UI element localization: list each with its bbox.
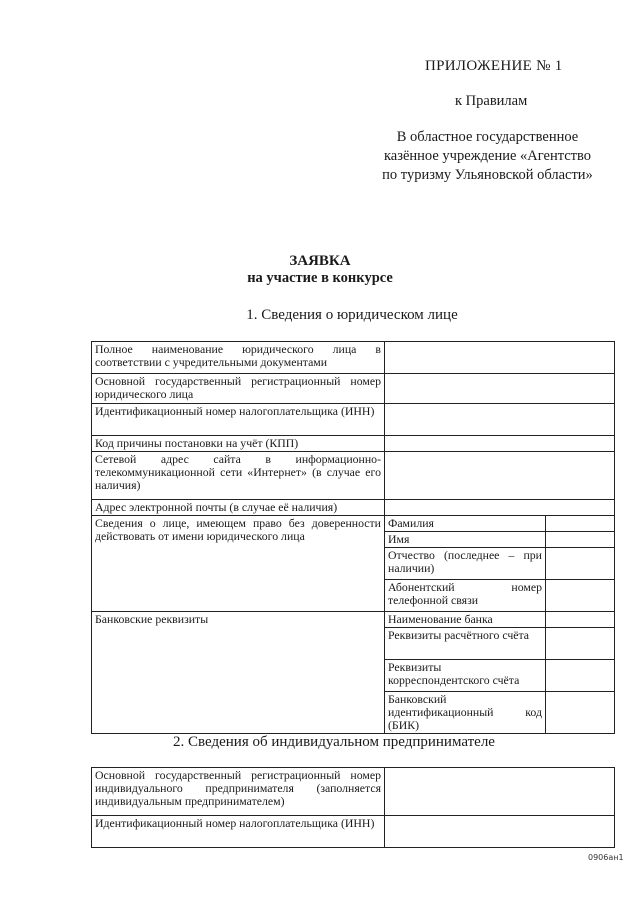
table-row — [92, 436, 615, 452]
document-title: ЗАЯВКА — [289, 253, 351, 269]
rules-reference: к Правилам — [455, 93, 528, 109]
label-rep-phone: Абонентский номер телефонной связи — [385, 580, 546, 612]
table-row — [92, 342, 615, 374]
table-row — [92, 374, 615, 404]
table-row — [92, 516, 615, 532]
input-bank-name[interactable] — [546, 612, 615, 628]
label-ip-inn: Идентификационный номер налогоплательщика (ИНН) — [92, 816, 385, 848]
table-row — [92, 404, 615, 436]
label-corr-account: Реквизиты корреспондентского счёта — [385, 660, 546, 692]
label-kpp: Код причины постановки на учёт (КПП) — [92, 436, 385, 452]
section1-heading: 1. Сведения о юридическом лице — [246, 307, 458, 323]
label-bank-name: Наименование банка — [385, 612, 546, 628]
input-website[interactable] — [385, 452, 615, 500]
label-ogrn: Основной государственный регистрационный номер юридического лица — [92, 374, 385, 404]
input-email[interactable] — [385, 500, 615, 516]
label-settlement-account: Реквизиты расчётного счёта — [385, 628, 546, 660]
label-full-name: Полное наименование юридического лица в соответствии с учредительными документами — [92, 342, 385, 374]
section2-heading: 2. Сведения об индивидуальном предпринимателе — [173, 734, 495, 750]
table-row — [92, 500, 615, 516]
input-rep-phone[interactable] — [546, 580, 615, 612]
input-corr-account[interactable] — [546, 660, 615, 692]
label-email: Адрес электронной почты (в случае её наличия) — [92, 500, 385, 516]
document-subtitle: на участие в конкурсе — [247, 270, 393, 286]
addressee-block — [360, 128, 615, 185]
label-website: Сетевой адрес сайта в информационно-телекоммуникационной сети «Интернет» (в случае его наличия) — [92, 452, 385, 500]
input-inn[interactable] — [385, 404, 615, 436]
input-ogrn[interactable] — [385, 374, 615, 404]
label-rep-name: Имя — [385, 532, 546, 548]
table-row — [92, 612, 615, 628]
table-row — [92, 768, 615, 816]
input-full-name[interactable] — [385, 342, 615, 374]
addressee-line: казённое учреждение «Агентство — [383, 148, 592, 164]
addressee-line: В областное государственное — [396, 129, 579, 145]
table-row — [92, 816, 615, 848]
input-rep-surname[interactable] — [546, 516, 615, 532]
label-bank-details: Банковские реквизиты — [92, 612, 385, 734]
entrepreneur-table — [91, 767, 615, 848]
input-settlement-account[interactable] — [546, 628, 615, 660]
document-code: 0906ан1 — [588, 853, 624, 862]
label-representative: Сведения о лице, имеющем право без доверенности действовать от имени юридического лица — [92, 516, 385, 612]
input-rep-name[interactable] — [546, 532, 615, 548]
input-kpp[interactable] — [385, 436, 615, 452]
label-ogrnip: Основной государственный регистрационный номер индивидуального предпринимателя (заполняется индивидуальным предпринимателем) — [92, 768, 385, 816]
label-bik: Банковский идентификационный код (БИК) — [385, 692, 546, 734]
input-ip-inn[interactable] — [385, 816, 615, 848]
appendix-number: ПРИЛОЖЕНИЕ № 1 — [425, 58, 563, 74]
label-rep-patronymic: Отчество (последнее – при наличии) — [385, 548, 546, 580]
input-ogrnip[interactable] — [385, 768, 615, 816]
input-bik[interactable] — [546, 692, 615, 734]
table-row — [92, 452, 615, 500]
label-rep-surname: Фамилия — [385, 516, 546, 532]
input-rep-patronymic[interactable] — [546, 548, 615, 580]
legal-entity-table — [91, 341, 615, 734]
addressee-line: по туризму Ульяновской области» — [382, 167, 593, 183]
label-inn: Идентификационный номер налогоплательщика (ИНН) — [92, 404, 385, 436]
